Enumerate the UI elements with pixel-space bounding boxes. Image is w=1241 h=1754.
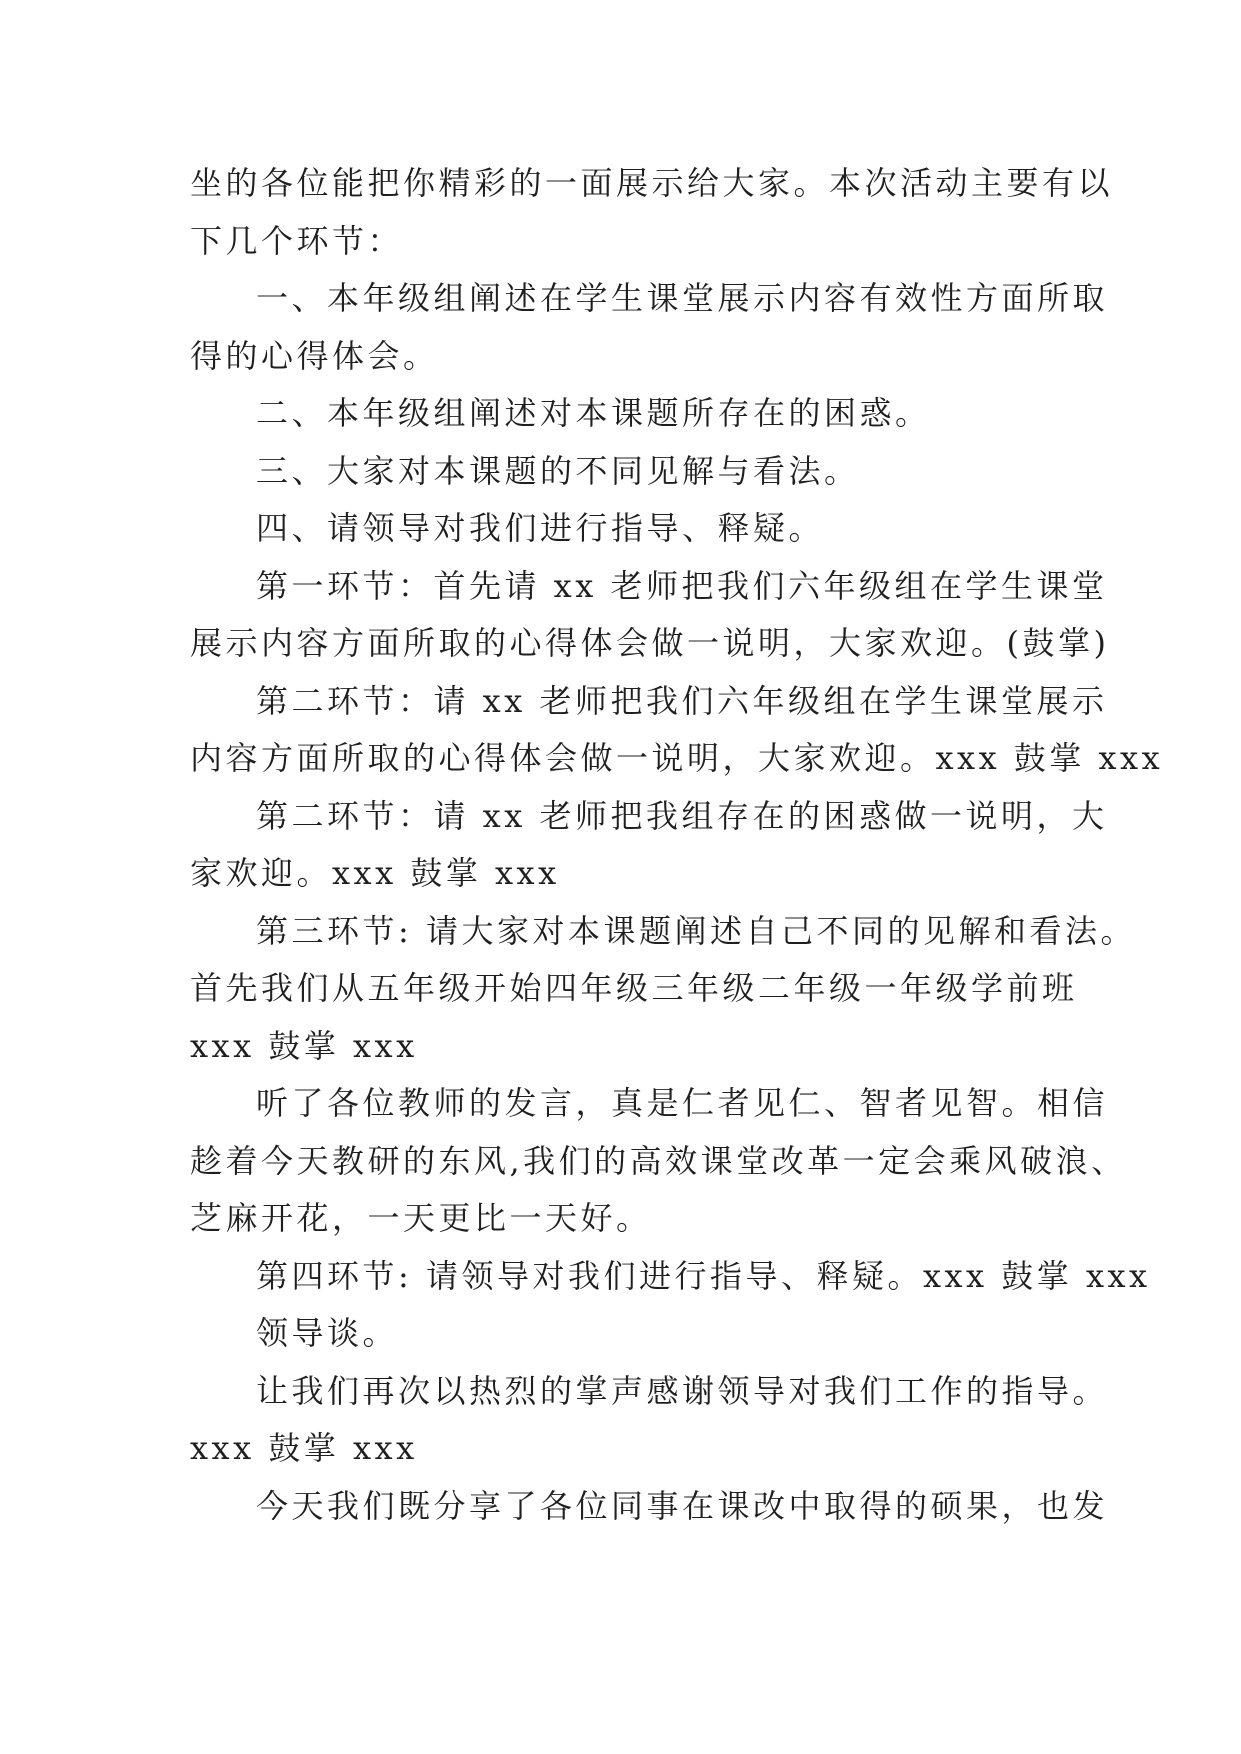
text-line: 四、请领导对我们进行指导、释疑。 (256, 509, 825, 547)
text-line: 下几个环节： (190, 221, 404, 260)
document-body (190, 155, 1164, 1535)
text-line: 芝麻开花，一天更比一天好。 (190, 1199, 652, 1237)
text-line: 今天我们既分享了各位同事在课改中取得的硕果，也发 (256, 1486, 1109, 1525)
text-line: 展示内容方面所取的心得体会做一说明，大家欢迎。(鼓掌) (190, 624, 1110, 662)
text-line: 第三环节: 请大家对本课题阐述自己不同的见解和看法。 (256, 911, 1136, 950)
text-line: 一、本年级组阐述在学生课堂展示内容有效性方面所取 (256, 279, 1109, 317)
text-line: 二、本年级组阐述对本课题所存在的困惑。 (256, 394, 931, 432)
text-line: 内容方面所取的心得体会做一说明，大家欢迎。xxx 鼓掌 xxx (190, 739, 1164, 777)
text-line: 趁着今天教研的东风,我们的高效课堂改革一定会乘风破浪、 (190, 1141, 1127, 1180)
text-line: 第二环节：请 xx 老师把我组存在的困惑做一说明，大 (256, 796, 1108, 835)
text-line: 让我们再次以热烈的掌声感谢领导对我们工作的指导。 (256, 1371, 1109, 1410)
text-line: 坐的各位能把你精彩的一面展示给大家。本次活动主要有以 (190, 164, 1114, 202)
text-line: 三、大家对本课题的不同见解与看法。 (256, 451, 860, 490)
text-line: 得的心得体会。 (190, 336, 439, 375)
text-line: 家欢迎。xxx 鼓掌 xxx (190, 854, 560, 892)
text-line: 第四环节: 请领导对我们进行指导、释疑。xxx 鼓掌 xxx (256, 1256, 1151, 1295)
text-line: 听了各位教师的发言，真是仁者见仁、智者见智。相信 (256, 1084, 1109, 1122)
text-line: 第二环节：请 xx 老师把我们六年级组在学生课堂展示 (256, 681, 1108, 720)
text-line: 首先我们从五年级开始四年级三年级二年级一年级学前班 (190, 969, 1078, 1007)
text-line: 领导谈。 (256, 1314, 399, 1352)
text-line: 第一环节：首先请 xx 老师把我们六年级组在学生课堂 (256, 566, 1108, 605)
text-line: xxx 鼓掌 xxx (190, 1026, 418, 1065)
text-line: xxx 鼓掌 xxx (190, 1429, 418, 1467)
